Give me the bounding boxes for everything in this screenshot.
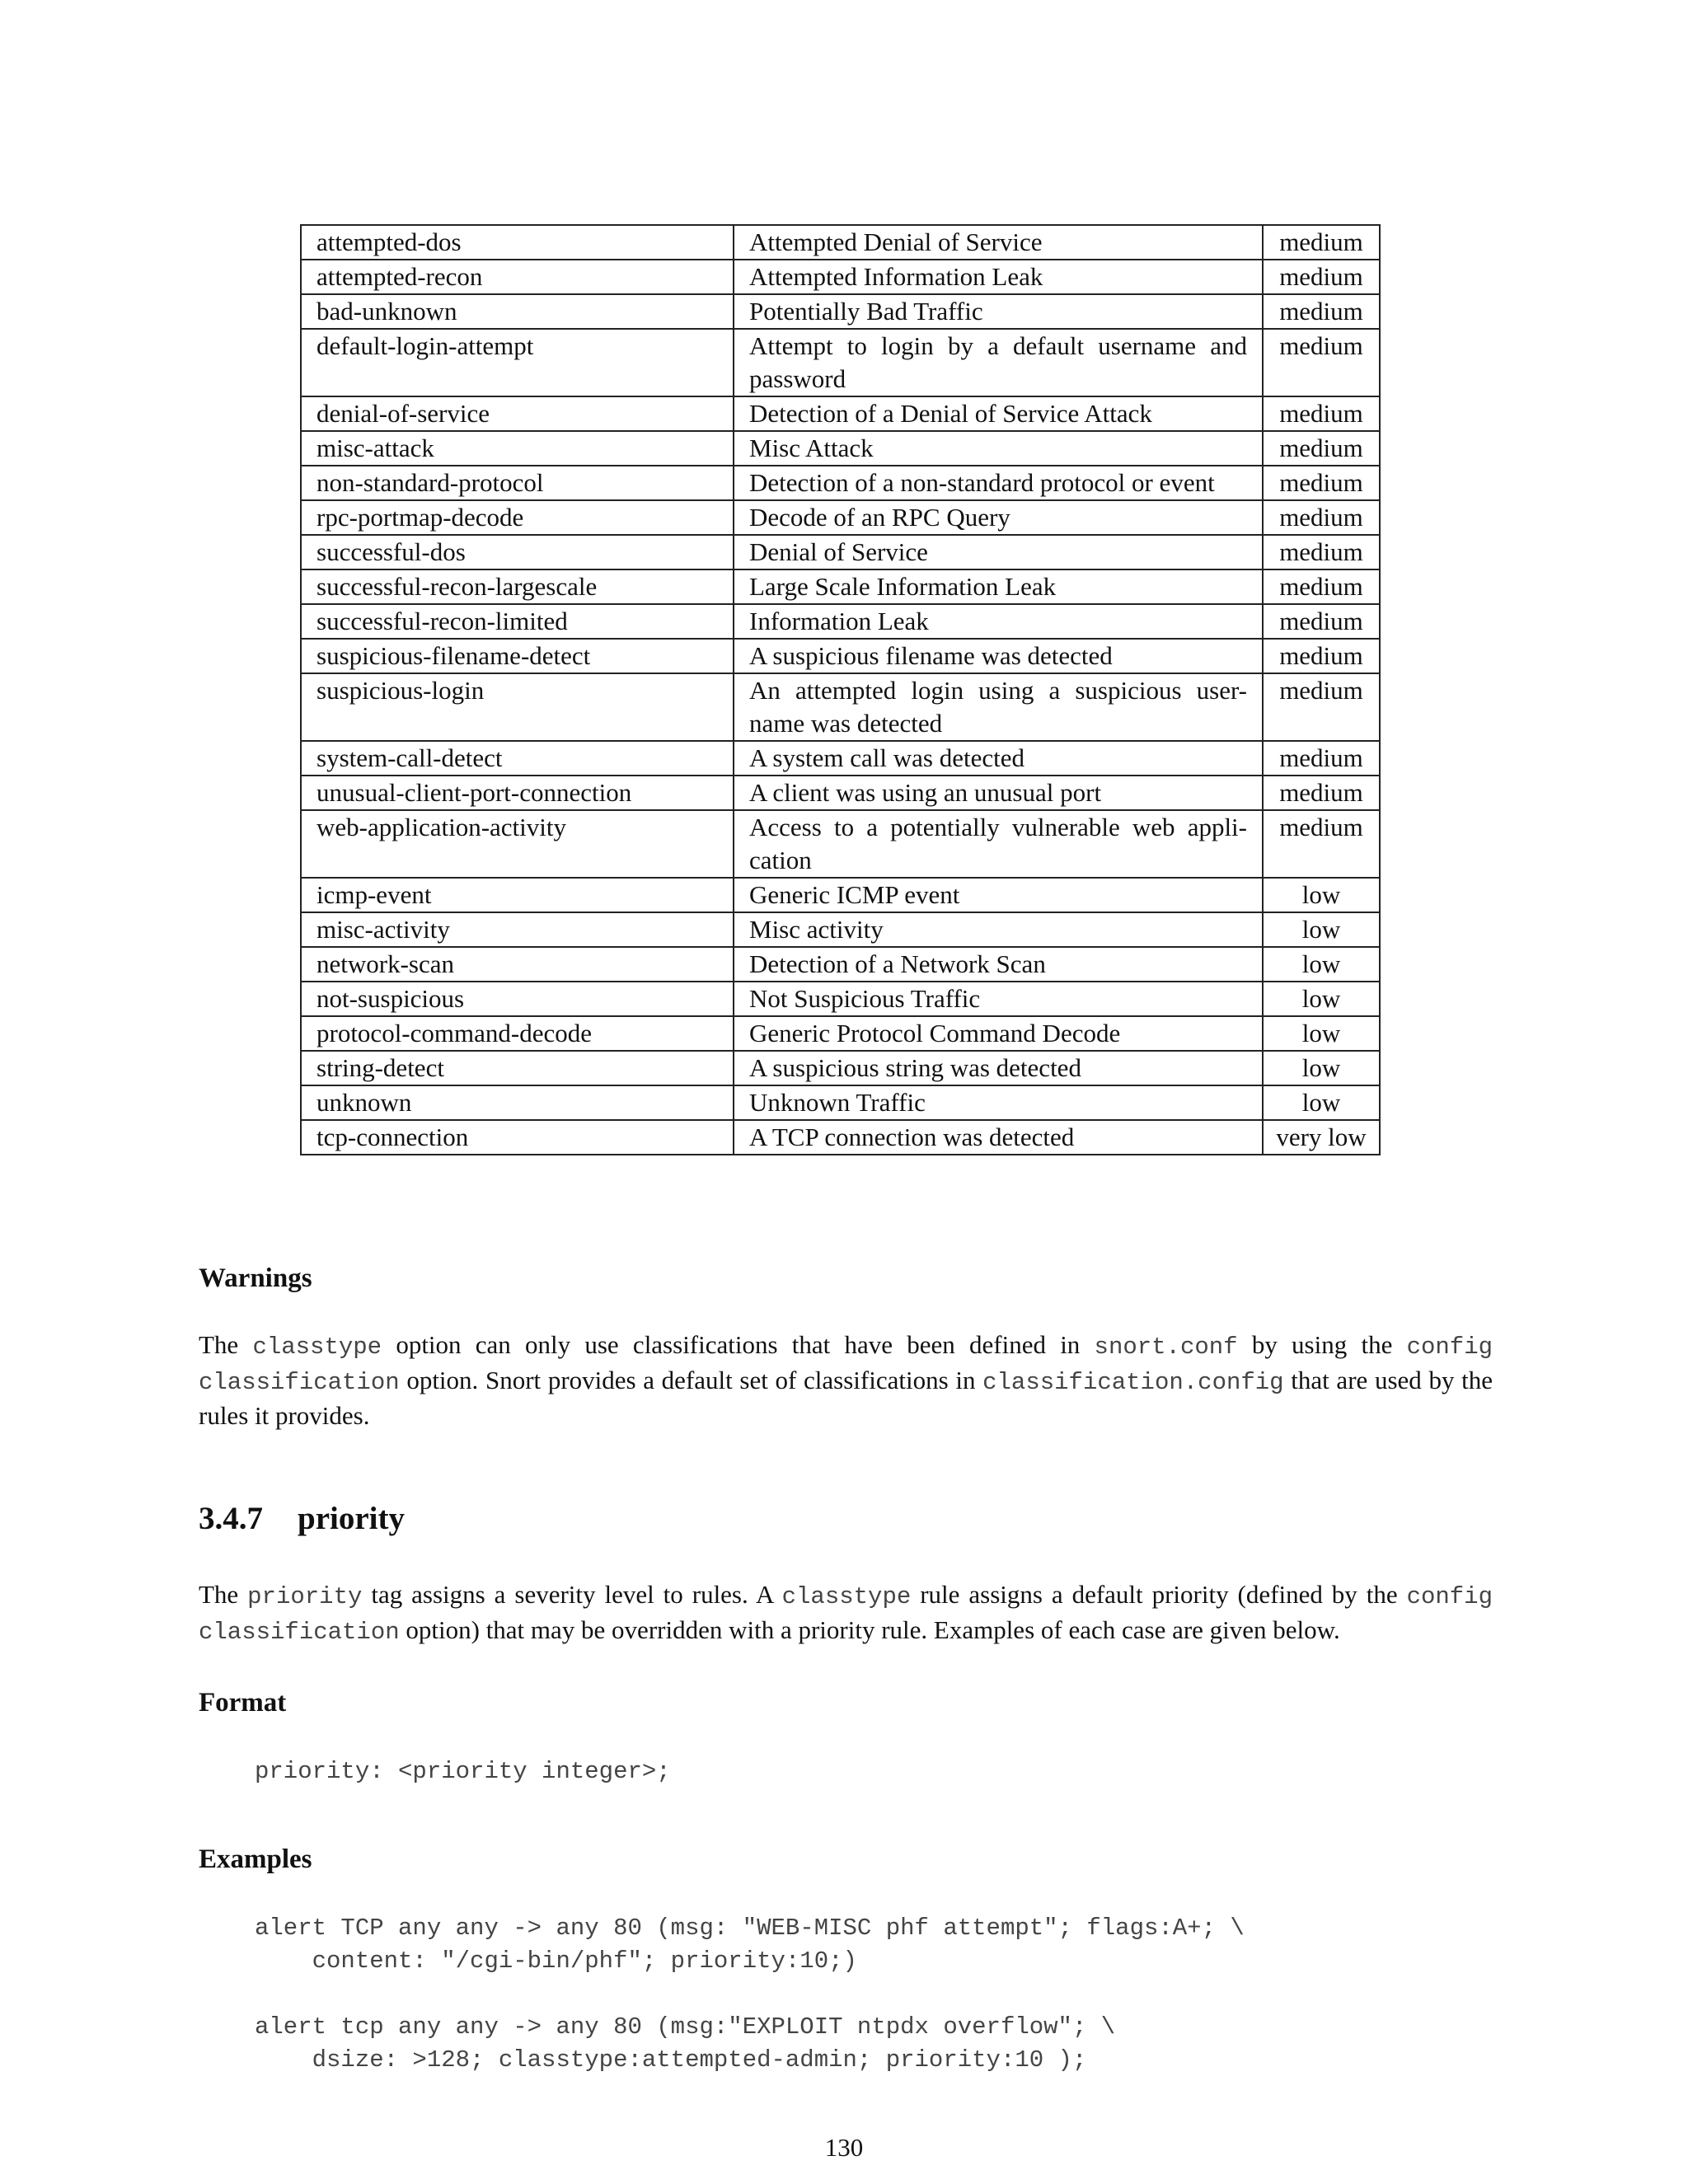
format-heading: Format (199, 1688, 287, 1718)
priority-cell: low (1263, 878, 1380, 912)
section-number: 3.4.7 (199, 1501, 263, 1536)
description-cell: A client was using an unusual port (734, 776, 1263, 810)
description-cell: Potentially Bad Traffic (734, 294, 1263, 329)
description-cell: Access to a potentially vulnerable web appli-cation (734, 810, 1263, 878)
priority-cell: medium (1263, 639, 1380, 673)
classtype-cell: unknown (301, 1085, 734, 1120)
priority-cell: low (1263, 1085, 1380, 1120)
description-cell: A TCP connection was detected (734, 1120, 1263, 1155)
table-row (301, 500, 1380, 535)
classtype-cell: suspicious-login (301, 673, 734, 741)
classification-table-body (301, 225, 1380, 1155)
table-row (301, 604, 1380, 639)
classtype-cell: attempted-dos (301, 225, 734, 260)
priority-cell: low (1263, 1051, 1380, 1085)
priority-cell: medium (1263, 604, 1380, 639)
classtype-cell: protocol-command-decode (301, 1016, 734, 1051)
priority-cell: medium (1263, 260, 1380, 294)
priority-cell: medium (1263, 225, 1380, 260)
priority-cell: low (1263, 947, 1380, 982)
code-config-classification: config classification (199, 1583, 1493, 1646)
description-cell: Decode of an RPC Query (734, 500, 1263, 535)
priority-cell: medium (1263, 294, 1380, 329)
table-row (301, 673, 1380, 741)
description-cell: A suspicious string was detected (734, 1051, 1263, 1085)
classtype-cell: suspicious-filename-detect (301, 639, 734, 673)
format-code: priority: <priority integer>; (255, 1758, 671, 1785)
table-row (301, 1120, 1380, 1155)
table-row (301, 569, 1380, 604)
classtype-cell: not-suspicious (301, 982, 734, 1016)
description-cell: Detection of a Network Scan (734, 947, 1263, 982)
code-classification-config: classification.config (982, 1369, 1284, 1396)
classtype-cell: attempted-recon (301, 260, 734, 294)
description-cell: Misc activity (734, 912, 1263, 947)
table-row (301, 294, 1380, 329)
table-row (301, 1085, 1380, 1120)
priority-cell: medium (1263, 535, 1380, 569)
classtype-cell: bad-unknown (301, 294, 734, 329)
description-cell: An attempted login using a suspicious user-name was detected (734, 673, 1263, 741)
priority-cell: medium (1263, 500, 1380, 535)
priority-paragraph: The priority tag assigns a severity level to rules. A classtype rule assigns a default priority (defined by the config classification option) that may be overridden with a priority rule. Examples of each case are given below. (199, 1580, 1493, 1646)
classtype-cell: successful-dos (301, 535, 734, 569)
description-cell: Not Suspicious Traffic (734, 982, 1263, 1016)
priority-cell: low (1263, 982, 1380, 1016)
priority-cell: medium (1263, 673, 1380, 741)
table-row (301, 912, 1380, 947)
table-row (301, 535, 1380, 569)
table-row (301, 1051, 1380, 1085)
classtype-cell: tcp-connection (301, 1120, 734, 1155)
description-cell: Attempt to login by a default username and password (734, 329, 1263, 396)
description-cell: Detection of a non-standard protocol or event (734, 466, 1263, 500)
code-classtype: classtype (781, 1583, 912, 1610)
description-cell: Generic ICMP event (734, 878, 1263, 912)
description-cell: Misc Attack (734, 431, 1263, 466)
classification-table (300, 224, 1381, 1155)
classtype-cell: icmp-event (301, 878, 734, 912)
table-row (301, 329, 1380, 396)
classtype-cell: network-scan (301, 947, 734, 982)
table-row (301, 639, 1380, 673)
description-cell: Attempted Denial of Service (734, 225, 1263, 260)
description-cell: Large Scale Information Leak (734, 569, 1263, 604)
priority-cell: very low (1263, 1120, 1380, 1155)
classtype-cell: misc-attack (301, 431, 734, 466)
priority-cell: medium (1263, 396, 1380, 431)
classtype-cell: system-call-detect (301, 741, 734, 776)
code-priority: priority (247, 1583, 363, 1610)
table-row (301, 947, 1380, 982)
table-row (301, 396, 1380, 431)
priority-cell: medium (1263, 741, 1380, 776)
page-number: 130 (824, 2133, 864, 2162)
priority-cell: low (1263, 912, 1380, 947)
classtype-cell: default-login-attempt (301, 329, 734, 396)
description-cell: Denial of Service (734, 535, 1263, 569)
classtype-cell: rpc-portmap-decode (301, 500, 734, 535)
classtype-cell: string-detect (301, 1051, 734, 1085)
table-row (301, 982, 1380, 1016)
table-row (301, 878, 1380, 912)
table-row (301, 776, 1380, 810)
description-cell: A system call was detected (734, 741, 1263, 776)
classtype-cell: misc-activity (301, 912, 734, 947)
example-code-2: alert tcp any any -> any 80 (msg:"EXPLOIT ntpdx overflow"; \ dsize: >128; classtype:attempted-admin; priority:10 ); (255, 2013, 1116, 2074)
table-row (301, 260, 1380, 294)
description-cell: Detection of a Denial of Service Attack (734, 396, 1263, 431)
table-row (301, 431, 1380, 466)
priority-cell: low (1263, 1016, 1380, 1051)
table-row (301, 1016, 1380, 1051)
table-row (301, 810, 1380, 878)
description-cell: Attempted Information Leak (734, 260, 1263, 294)
table-row (301, 466, 1380, 500)
priority-cell: medium (1263, 810, 1380, 878)
examples-heading: Examples (199, 1844, 312, 1874)
classtype-cell: web-application-activity (301, 810, 734, 878)
classtype-cell: successful-recon-limited (301, 604, 734, 639)
table-row (301, 225, 1380, 260)
priority-cell: medium (1263, 431, 1380, 466)
code-classtype: classtype (252, 1333, 382, 1361)
priority-cell: medium (1263, 466, 1380, 500)
priority-cell: medium (1263, 329, 1380, 396)
table-row (301, 741, 1380, 776)
warnings-heading: Warnings (199, 1263, 312, 1293)
section-name: priority (298, 1501, 405, 1536)
priority-cell: medium (1263, 569, 1380, 604)
classtype-cell: successful-recon-largescale (301, 569, 734, 604)
description-cell: A suspicious filename was detected (734, 639, 1263, 673)
classtype-cell: denial-of-service (301, 396, 734, 431)
classtype-cell: non-standard-protocol (301, 466, 734, 500)
section-title (199, 1500, 1493, 1537)
code-snort-conf: snort.conf (1094, 1333, 1238, 1361)
description-cell: Unknown Traffic (734, 1085, 1263, 1120)
priority-cell: medium (1263, 776, 1380, 810)
code-config-classification: config classification (199, 1333, 1493, 1396)
description-cell: Generic Protocol Command Decode (734, 1016, 1263, 1051)
description-cell: Information Leak (734, 604, 1263, 639)
warnings-paragraph: The classtype option can only use classifications that have been defined in snort.conf by using the config classification option. Snort provides a default set of classifications in classification.config that are used by the rules it provides. (199, 1330, 1493, 1430)
example-code-1: alert TCP any any -> any 80 (msg: "WEB-MISC phf attempt"; flags:A+; \ content: "/cgi-bin/phf"; priority:10;) (255, 1915, 1245, 1975)
classtype-cell: unusual-client-port-connection (301, 776, 734, 810)
